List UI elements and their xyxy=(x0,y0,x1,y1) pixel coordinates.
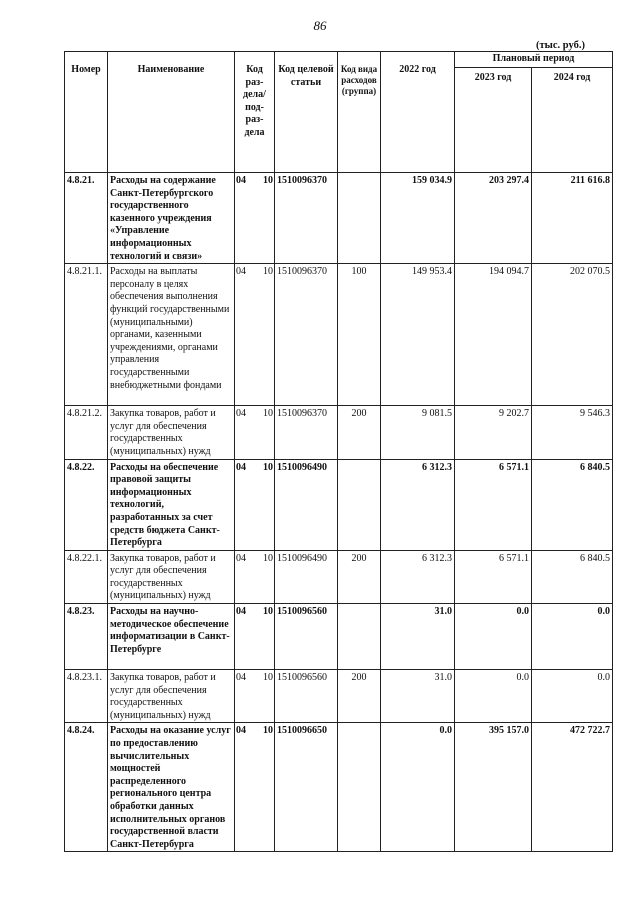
row-subsection: 10 xyxy=(263,408,273,420)
row-section: 04 xyxy=(236,552,246,564)
row-section-code xyxy=(235,723,275,852)
row-number: 4.8.23.1. xyxy=(65,670,108,723)
row-target-code: 1510096560 xyxy=(275,604,338,670)
row-amount-2024: 9 546.3 xyxy=(532,406,613,459)
row-number: 4.8.21.2. xyxy=(65,406,108,459)
row-amount-2022: 0.0 xyxy=(381,723,455,852)
row-expense-type xyxy=(338,604,381,670)
row-target-code: 1510096490 xyxy=(275,459,338,550)
row-section-code xyxy=(235,406,275,459)
header-expense-type: Код вида расходов (группа) xyxy=(338,52,381,173)
row-name: Расходы на содержание Санкт-Петербургского государственного казенного учреждения «Управление информационных технологий и связи» xyxy=(108,173,235,264)
row-amount-2024: 6 840.5 xyxy=(532,459,613,550)
row-subsection: 10 xyxy=(263,606,273,618)
table-row xyxy=(65,459,613,550)
row-expense-type: 100 xyxy=(338,264,381,406)
row-section: 04 xyxy=(236,175,246,186)
header-year-2024: 2024 год xyxy=(532,68,613,173)
row-subsection: 10 xyxy=(263,672,273,684)
row-number: 4.8.21.1. xyxy=(65,264,108,406)
row-expense-type: 200 xyxy=(338,406,381,459)
table-row xyxy=(65,670,613,723)
row-section-code xyxy=(235,173,275,264)
row-target-code: 1510096370 xyxy=(275,173,338,264)
row-section-code xyxy=(235,670,275,723)
row-subsection: 10 xyxy=(263,175,273,186)
table-row xyxy=(65,406,613,459)
row-amount-2024: 472 722.7 xyxy=(532,723,613,852)
header-number: Номер xyxy=(65,52,108,173)
row-number: 4.8.22. xyxy=(65,459,108,550)
row-amount-2024: 6 840.5 xyxy=(532,550,613,603)
row-section: 04 xyxy=(236,408,246,420)
budget-table xyxy=(64,51,613,852)
row-amount-2022: 6 312.3 xyxy=(381,550,455,603)
row-expense-type xyxy=(338,173,381,264)
row-number: 4.8.22.1. xyxy=(65,550,108,603)
row-amount-2023: 194 094.7 xyxy=(455,264,532,406)
row-amount-2023: 9 202.7 xyxy=(455,406,532,459)
row-amount-2024: 0.0 xyxy=(532,670,613,723)
header-year-2023: 2023 год xyxy=(455,68,532,173)
row-target-code: 1510096650 xyxy=(275,723,338,852)
row-name: Закупка товаров, работ и услуг для обеспечения государственных (муниципальных) нужд xyxy=(108,670,235,723)
row-amount-2022: 31.0 xyxy=(381,670,455,723)
row-name: Закупка товаров, работ и услуг для обеспечения государственных (муниципальных) нужд xyxy=(108,406,235,459)
row-amount-2022: 149 953.4 xyxy=(381,264,455,406)
page-number: 86 xyxy=(313,18,327,33)
table-row xyxy=(65,173,613,264)
row-target-code: 1510096370 xyxy=(275,406,338,459)
row-amount-2022: 159 034.9 xyxy=(381,173,455,264)
row-name: Расходы на оказание услуг по предоставлению вычислительных мощностей распределенного регионального центра обработки данных исполнительных органов государственной власти Санкт-Петербурга xyxy=(108,723,235,852)
header-name: Наименование xyxy=(108,52,235,173)
row-amount-2022: 9 081.5 xyxy=(381,406,455,459)
row-subsection: 10 xyxy=(263,725,273,737)
row-amount-2023: 203 297.4 xyxy=(455,173,532,264)
row-expense-type: 200 xyxy=(338,670,381,723)
row-subsection: 10 xyxy=(263,552,273,564)
row-subsection: 10 xyxy=(263,461,273,473)
row-section-code xyxy=(235,604,275,670)
row-amount-2022: 6 312.3 xyxy=(381,459,455,550)
row-target-code: 1510096370 xyxy=(275,264,338,406)
row-name: Расходы на выплаты персоналу в целях обеспечения выполнения функций государственными (муниципальными) органами, казенными учреждениями, органами управления государственными внебюджетными фондами xyxy=(108,264,235,406)
row-subsection: 10 xyxy=(263,266,273,278)
row-section: 04 xyxy=(236,606,246,618)
table-row xyxy=(65,550,613,603)
row-name: Расходы на научно-методическое обеспечение информатизации в Санкт-Петербурге xyxy=(108,604,235,670)
row-amount-2024: 202 070.5 xyxy=(532,264,613,406)
row-name: Расходы на обеспечение правовой защиты информационных технологий, разработанных за счет средств бюджета Санкт-Петербурга xyxy=(108,459,235,550)
table-row xyxy=(65,264,613,406)
row-target-code: 1510096490 xyxy=(275,550,338,603)
header-section-code: Код раз-дела/ под-раз-дела xyxy=(235,52,275,173)
row-number: 4.8.23. xyxy=(65,604,108,670)
table-body xyxy=(65,173,613,852)
units-label: (тыс. руб.) xyxy=(536,40,585,51)
table-row xyxy=(65,723,613,852)
row-section-code xyxy=(235,550,275,603)
row-number: 4.8.21. xyxy=(65,173,108,264)
row-amount-2022: 31.0 xyxy=(381,604,455,670)
row-amount-2023: 0.0 xyxy=(455,604,532,670)
row-section: 04 xyxy=(236,725,246,737)
row-amount-2023: 6 571.1 xyxy=(455,550,532,603)
table-row xyxy=(65,604,613,670)
row-amount-2023: 0.0 xyxy=(455,670,532,723)
row-amount-2023: 395 157.0 xyxy=(455,723,532,852)
row-section: 04 xyxy=(236,266,246,278)
row-expense-type xyxy=(338,459,381,550)
row-target-code: 1510096560 xyxy=(275,670,338,723)
header-plan-period: Плановый период xyxy=(455,52,613,68)
header-year-2022: 2022 год xyxy=(381,52,455,173)
row-expense-type xyxy=(338,723,381,852)
row-section-code xyxy=(235,459,275,550)
row-amount-2024: 0.0 xyxy=(532,604,613,670)
header-target-code: Код целевой статьи xyxy=(275,52,338,173)
row-number: 4.8.24. xyxy=(65,723,108,852)
row-amount-2023: 6 571.1 xyxy=(455,459,532,550)
row-section-code xyxy=(235,264,275,406)
row-section: 04 xyxy=(236,672,246,684)
row-section: 04 xyxy=(236,461,246,473)
row-expense-type: 200 xyxy=(338,550,381,603)
row-name: Закупка товаров, работ и услуг для обеспечения государственных (муниципальных) нужд xyxy=(108,550,235,603)
row-amount-2024: 211 616.8 xyxy=(532,173,613,264)
